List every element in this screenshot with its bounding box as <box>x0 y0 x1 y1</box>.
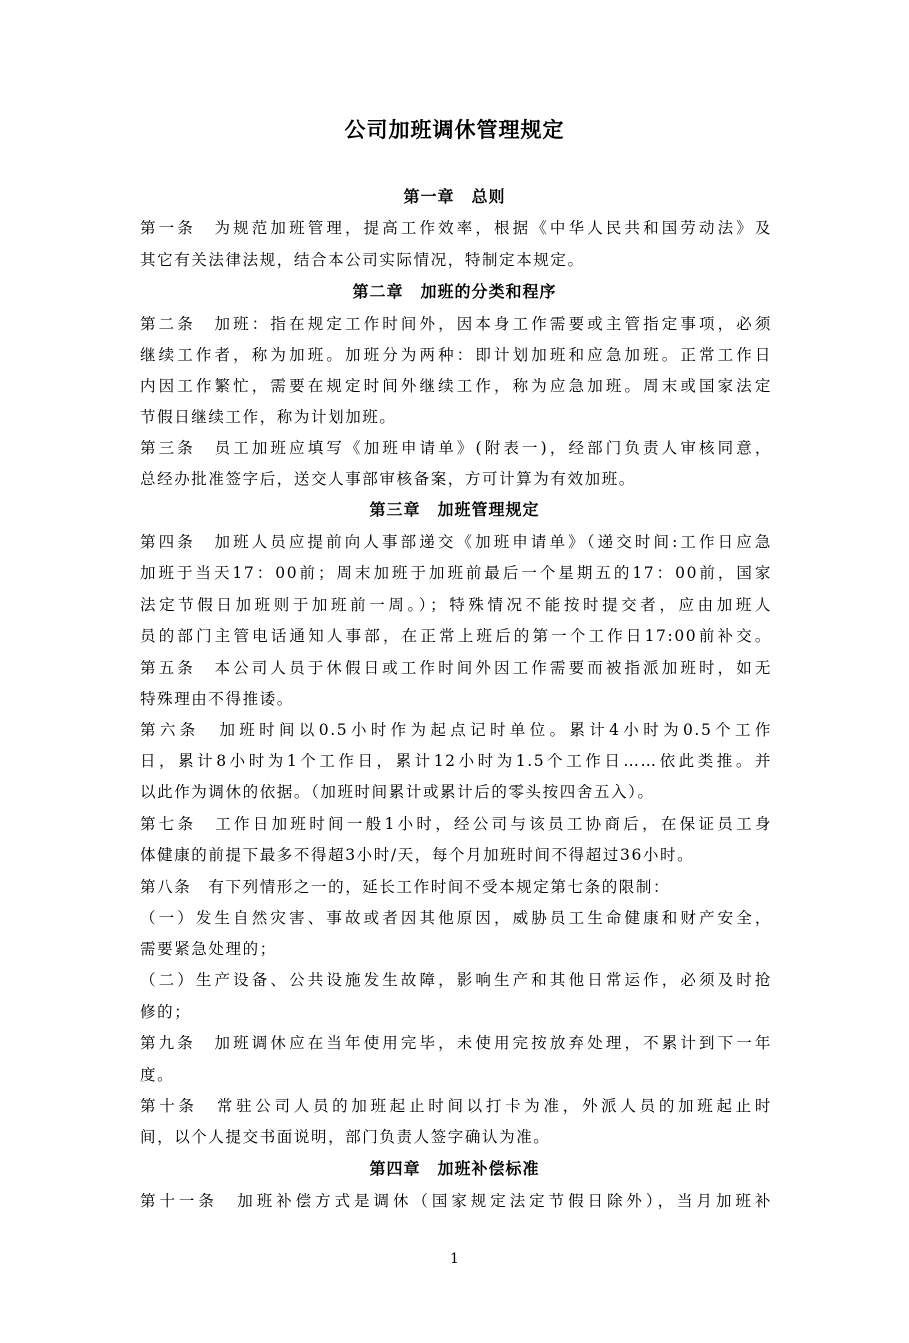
article-line: 间，以个人提交书面说明，部门负责人签字确认为准。 <box>140 1128 551 1146</box>
article-line: 体健康的前提下最多不得超3小时/天，每个月加班时间不得超过36小时。 <box>140 846 695 864</box>
article-line: 第一条 为规范加班管理，提高工作效率，根据《中华人民共和国劳动法》及 <box>140 219 772 237</box>
article-line: （一）发生自然灾害、事故或者因其他原因，威胁员工生命健康和财产安全， <box>140 909 772 927</box>
page-number: 1 <box>450 1251 459 1267</box>
article-line: 第三条 员工加班应填写《加班申请单》(附表一)，经部门负责人审核同意， <box>140 439 772 457</box>
article-line: 第十条 常驻公司人员的加班起止时间以打卡为准，外派人员的加班起止时 <box>140 1097 772 1115</box>
chapter-heading-1: 第一章 总则 <box>403 187 506 206</box>
article-line: 员的部门主管电话通知人事部，在正常上班后的第一个工作日17:00前补交。 <box>140 627 772 645</box>
article-line: 第七条 工作日加班时间一般1小时，经公司与该员工协商后，在保证员工身 <box>140 815 772 833</box>
article-line: 节假日继续工作，称为计划加班。 <box>140 408 397 426</box>
article-line: 第四条 加班人员应提前向人事部递交《加班申请单》（递交时间:工作日应急 <box>140 533 772 551</box>
chapter-heading-2: 第二章 加班的分类和程序 <box>352 282 557 301</box>
document-title: 公司加班调休管理规定 <box>344 118 565 142</box>
article-line: 修的； <box>140 1003 192 1021</box>
chapter-heading-4: 第四章 加班补偿标准 <box>369 1159 540 1178</box>
article-line: 第二条 加班：指在规定工作时间外，因本身工作需要或主管指定事项，必须 <box>140 315 772 333</box>
article-line: 总经办批准签字后，送交人事部审核备案，方可计算为有效加班。 <box>140 470 636 488</box>
article-line: 法定节假日加班则于加班前一周。）；特殊情况不能按时提交者，应由加班人 <box>140 596 772 614</box>
article-line: 特殊理由不得推诿。 <box>140 690 294 708</box>
article-line: 第九条 加班调休应在当年使用完毕，未使用完按放弃处理，不累计到下一年 <box>140 1034 772 1052</box>
article-line: 度。 <box>140 1066 175 1084</box>
article-line: 第六条 加班时间以0.5小时作为起点记时单位。累计4小时为0.5个工作 <box>140 721 772 739</box>
article-line: 第五条 本公司人员于休假日或工作时间外因工作需要而被指派加班时，如无 <box>140 659 772 677</box>
article-line: 其它有关法律法规，结合本公司实际情况，特制定本规定。 <box>140 251 585 269</box>
article-line: 内因工作繁忙，需要在规定时间外继续工作，称为应急加班。周末或国家法定 <box>140 377 772 395</box>
chapter-heading-3: 第三章 加班管理规定 <box>369 500 540 519</box>
article-line: 以此作为调休的依据。（加班时间累计或累计后的零头按四舍五入）。 <box>140 783 655 801</box>
article-line: 继续工作者，称为加班。加班分为两种：即计划加班和应急加班。正常工作日 <box>140 346 772 364</box>
article-line: 第十一条 加班补偿方式是调休（国家规定法定节假日除外），当月加班补 <box>140 1192 772 1210</box>
article-line: 需要紧急处理的； <box>140 940 277 958</box>
article-line: （二）生产设备、公共设施发生故障，影响生产和其他日常运作，必须及时抢 <box>140 971 772 989</box>
article-line: 日，累计8小时为1个工作日，累计12小时为1.5个工作日……依此类推。并 <box>140 752 772 770</box>
article-line: 第八条 有下列情形之一的，延长工作时间不受本规定第七条的限制： <box>140 878 671 896</box>
article-line: 加班于当天17：00前；周末加班于加班前最后一个星期五的17：00前，国家 <box>140 564 772 582</box>
